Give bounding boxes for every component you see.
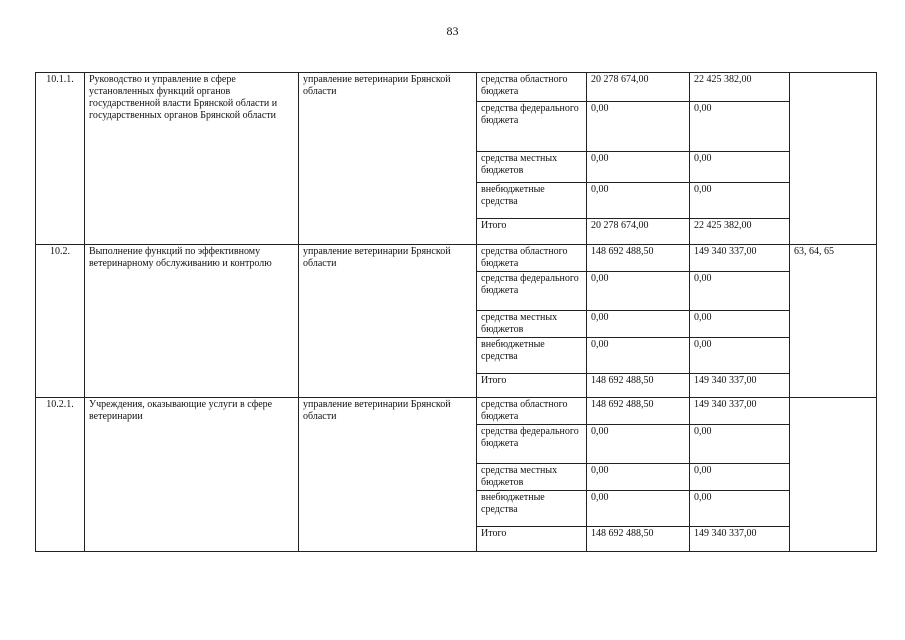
section-executor: управление ветеринарии Брянской области [299,398,477,552]
value-year-1: 148 692 488,50 [587,374,690,398]
value-year-2: 0,00 [690,338,790,374]
target-indicators [790,398,877,552]
value-year-1: 0,00 [587,338,690,374]
value-year-2: 22 425 382,00 [690,219,790,245]
value-year-2: 0,00 [690,491,790,527]
section-number: 10.2.1. [36,398,85,552]
target-indicators: 63, 64, 65 [790,245,877,398]
budget-table [35,72,877,552]
value-year-2: 0,00 [690,102,790,152]
funding-source: средства местных бюджетов [477,311,587,338]
value-year-1: 148 692 488,50 [587,527,690,552]
funding-source: средства областного бюджета [477,398,587,425]
table-row [36,398,877,425]
value-year-2: 149 340 337,00 [690,527,790,552]
section-number: 10.1.1. [36,73,85,245]
funding-source: Итого [477,527,587,552]
target-indicators [790,73,877,245]
section-name: Учреждения, оказывающие услуги в сфере ветеринарии [85,398,299,552]
value-year-1: 0,00 [587,311,690,338]
section-executor: управление ветеринарии Брянской области [299,73,477,245]
value-year-2: 22 425 382,00 [690,73,790,102]
value-year-1: 0,00 [587,464,690,491]
funding-source: Итого [477,374,587,398]
value-year-1: 148 692 488,50 [587,398,690,425]
value-year-1: 0,00 [587,102,690,152]
funding-source: средства областного бюджета [477,245,587,272]
value-year-2: 0,00 [690,425,790,464]
value-year-1: 20 278 674,00 [587,219,690,245]
value-year-2: 0,00 [690,272,790,311]
table-row [36,73,877,102]
value-year-2: 0,00 [690,183,790,219]
funding-source: средства федерального бюджета [477,102,587,152]
value-year-2: 149 340 337,00 [690,374,790,398]
value-year-1: 0,00 [587,272,690,311]
funding-source: внебюджетные средства [477,183,587,219]
section-name: Выполнение функций по эффективному ветеринарному обслуживанию и контролю [85,245,299,398]
section-name: Руководство и управление в сфере установленных функций органов государственной власти Брянской области и государственных органов Брянской области [85,73,299,245]
funding-source: средства областного бюджета [477,73,587,102]
funding-source: средства местных бюджетов [477,464,587,491]
value-year-2: 0,00 [690,311,790,338]
value-year-1: 148 692 488,50 [587,245,690,272]
section-number: 10.2. [36,245,85,398]
funding-source: средства федерального бюджета [477,272,587,311]
value-year-2: 149 340 337,00 [690,245,790,272]
value-year-2: 0,00 [690,464,790,491]
section-executor: управление ветеринарии Брянской области [299,245,477,398]
value-year-1: 0,00 [587,425,690,464]
funding-source: внебюджетные средства [477,491,587,527]
value-year-2: 0,00 [690,152,790,183]
table-row [36,245,877,272]
value-year-1: 0,00 [587,183,690,219]
funding-source: средства федерального бюджета [477,425,587,464]
funding-source: внебюджетные средства [477,338,587,374]
funding-source: средства местных бюджетов [477,152,587,183]
funding-source: Итого [477,219,587,245]
value-year-1: 0,00 [587,491,690,527]
page-number: 83 [446,24,459,38]
value-year-1: 20 278 674,00 [587,73,690,102]
value-year-1: 0,00 [587,152,690,183]
value-year-2: 149 340 337,00 [690,398,790,425]
